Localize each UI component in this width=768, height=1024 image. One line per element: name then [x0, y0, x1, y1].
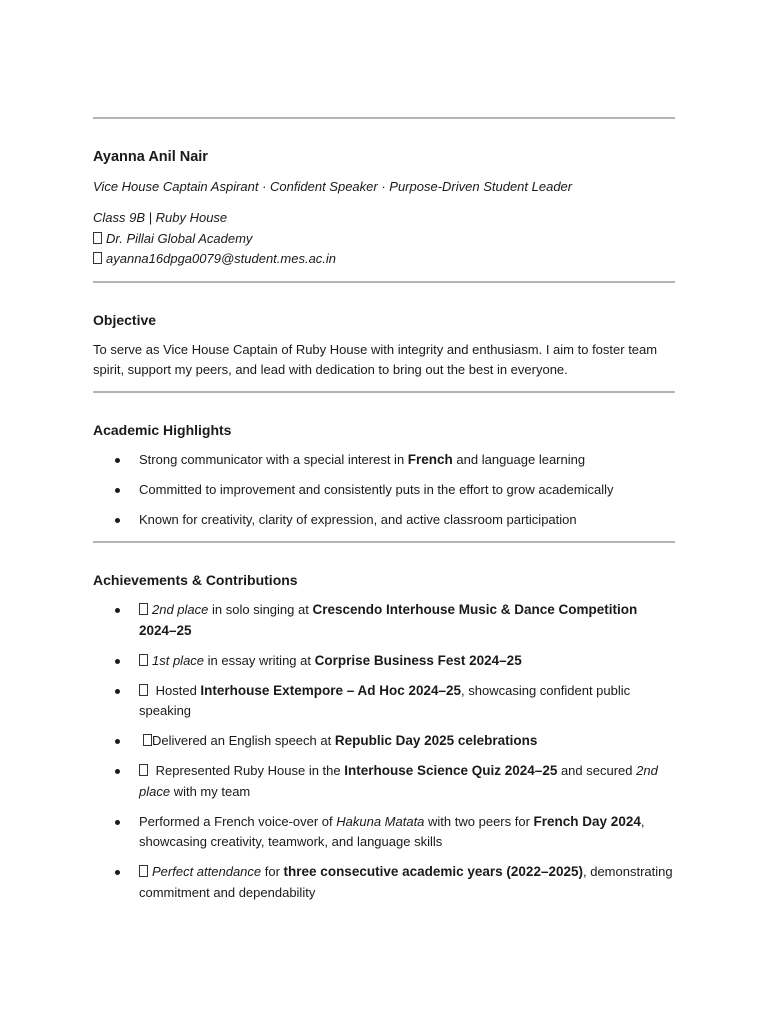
- item-italic: Hakuna Matata: [336, 813, 425, 829]
- academics-title: Academic Highlights: [93, 421, 232, 438]
- item-bold: French: [407, 451, 453, 467]
- speech-icon: [143, 734, 152, 746]
- item-text: , showcasing creativity, teamwork, and language skills: [139, 813, 645, 849]
- list-item: [93, 681, 675, 722]
- item-italic: 2nd place: [152, 602, 209, 617]
- divider: [93, 281, 675, 283]
- email-icon: [93, 252, 102, 264]
- list-item: [93, 480, 675, 501]
- achievements-title: Achievements & Contributions: [93, 572, 298, 588]
- list-item: [93, 600, 675, 641]
- item-text: , showcasing confident public speaking: [139, 682, 631, 718]
- list-item: [93, 862, 675, 903]
- objective-text: To serve as Vice House Captain of Ruby House with integrity and enthusiasm. I aim to foster team spirit, support my peers, and lead with dedication to bring out the best in everyone.: [93, 341, 658, 377]
- academics-list: [93, 450, 675, 531]
- item-text: , demonstrating commitment and dependability: [139, 864, 673, 900]
- list-item: [93, 812, 675, 853]
- school-line: [93, 229, 675, 250]
- list-item: [93, 651, 675, 672]
- medal-icon: [139, 603, 148, 615]
- objective-title: Objective: [93, 311, 157, 328]
- item-text: and secured: [557, 763, 637, 778]
- student-name: Ayanna Anil Nair: [93, 149, 208, 165]
- item-bold: Interhouse Science Quiz 2024–25: [344, 763, 558, 778]
- item-text: Represented Ruby House in the: [152, 763, 345, 778]
- item-text: in essay writing at: [204, 652, 315, 668]
- microphone-icon: [139, 684, 148, 696]
- divider: [93, 117, 675, 119]
- item-bold: Republic Day 2025 celebrations: [334, 733, 538, 748]
- science-icon: [139, 764, 148, 776]
- bullet-icon: [115, 689, 120, 694]
- list-item: [93, 731, 675, 752]
- achievements-list: [93, 600, 675, 903]
- tagline: Vice House Captain Aspirant · Confident Speaker · Purpose-Driven Student Leader: [93, 179, 573, 194]
- bullet-icon: [115, 518, 120, 523]
- item-italic: 2nd place: [139, 763, 658, 799]
- item-bold: Interhouse Extempore – Ad Hoc 2024–25: [200, 682, 462, 698]
- item-bold: three consecutive academic years (2022–2025): [283, 864, 583, 879]
- bullet-icon: [115, 769, 120, 774]
- bullet-icon: [115, 608, 120, 613]
- item-text: with two peers for: [424, 813, 534, 829]
- bullet-icon: [115, 488, 120, 493]
- school-icon: [93, 232, 102, 244]
- item-bold: Corprise Business Fest 2024–25: [314, 652, 522, 668]
- list-item: [93, 450, 675, 471]
- email-line: [93, 249, 675, 270]
- trophy-icon: [139, 654, 148, 666]
- item-text: Known for creativity, clarity of expression, and active classroom participation: [139, 511, 577, 527]
- contact-block: [93, 208, 675, 270]
- bullet-icon: [115, 739, 120, 744]
- divider: [93, 391, 675, 393]
- bullet-icon: [115, 870, 120, 875]
- item-text: Performed a French voice-over of: [139, 813, 337, 829]
- divider: [93, 541, 675, 543]
- item-italic: 1st place: [152, 652, 205, 668]
- bullet-icon: [115, 820, 120, 825]
- calendar-icon: [139, 865, 148, 877]
- item-text: Delivered an English speech at: [152, 733, 335, 748]
- bullet-icon: [115, 659, 120, 664]
- item-text: and language learning: [452, 451, 586, 467]
- class-house: Class 9B | Ruby House: [93, 210, 228, 225]
- bullet-icon: [115, 458, 120, 463]
- item-text: Hosted: [152, 682, 201, 698]
- school-name: Dr. Pillai Global Academy: [106, 230, 253, 246]
- email-address: ayanna16dpga0079@student.mes.ac.in: [106, 251, 337, 266]
- item-text: Committed to improvement and consistently puts in the effort to grow academically: [139, 481, 614, 497]
- item-text: for: [261, 864, 284, 879]
- item-bold: Crescendo Interhouse Music & Dance Competition 2024–25: [139, 602, 638, 638]
- item-bold: French Day 2024: [533, 813, 641, 829]
- resume-page: [93, 117, 675, 903]
- list-item: [93, 761, 675, 802]
- list-item: [93, 510, 675, 531]
- item-text: Strong communicator with a special interest in: [139, 451, 408, 467]
- item-text: in solo singing at: [208, 602, 313, 617]
- item-italic: Perfect attendance: [152, 864, 262, 879]
- item-text: with my team: [170, 783, 251, 799]
